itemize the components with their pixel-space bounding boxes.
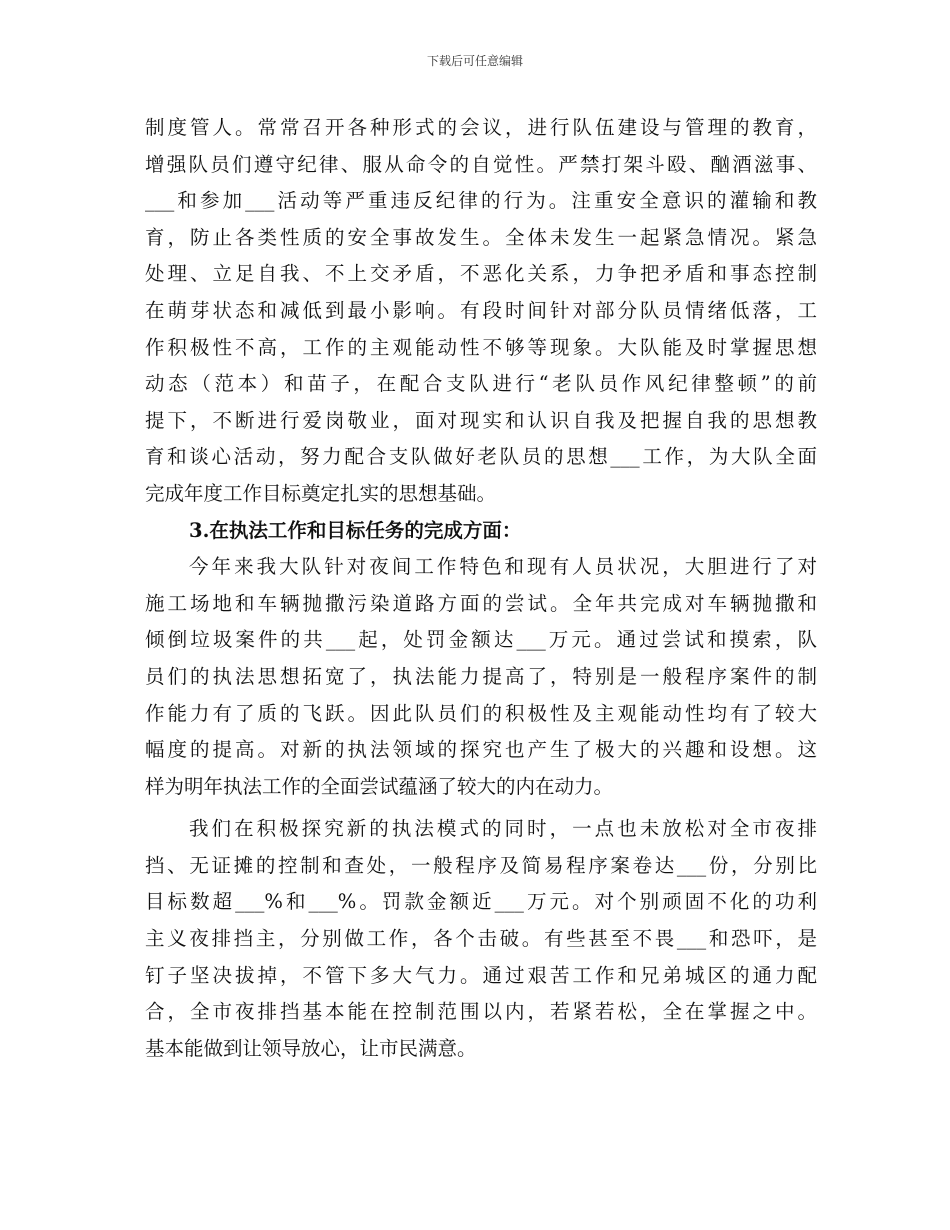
text-line: 增强队员们遵守纪律、服从命令的自觉性。严禁打架斗殴、酗酒滋事、 [145, 152, 817, 176]
paragraph-discipline [145, 110, 817, 513]
text-line: 育，防止各类性质的安全事故发生。全体未发生一起紧急情况。紧急 [145, 225, 817, 249]
section-heading: 3.在执法工作和目标任务的完成方面： [189, 518, 522, 542]
text-line: 动态（范本）和苗子，在配合支队进行“老队员作风纪律整顿”的前 [145, 372, 817, 396]
paragraph-enforcement [145, 549, 817, 805]
page-header: 下载后可任意编辑 [426, 54, 523, 68]
text-line: 施工场地和车辆抛撒污染道路方面的尝试。全年共完成对车辆抛撒和 [145, 591, 817, 615]
paragraph-night-stalls [145, 811, 817, 1067]
text-line: 育和谈心活动，努力配合支队做好老队员的思想___工作，为大队全面 [145, 445, 817, 469]
text-line: 我们在积极探究新的执法模式的同时，一点也未放松对全市夜排 [189, 817, 817, 841]
text-line: 合，全市夜排挡基本能在控制范围以内，若紧若松，全在掌握之中。 [145, 1000, 817, 1024]
text-line: 提下，不断进行爱岗敬业，面对现实和认识自我及把握自我的思想教 [145, 408, 817, 432]
text-line: ___和参加___活动等严重违反纪律的行为。注重安全意识的灌输和教 [145, 189, 817, 213]
text-line: 主义夜排挡主，分别做工作，各个击破。有些甚至不畏___和恐吓，是 [145, 927, 817, 951]
text-line: 处理、立足自我、不上交矛盾，不恶化关系，力争把矛盾和事态控制 [145, 262, 817, 286]
text-line: 钉子坚决拔掉，不管下多大气力。通过艰苦工作和兄弟城区的通力配 [145, 963, 817, 987]
text-line: 幅度的提高。对新的执法领域的探究也产生了极大的兴趣和设想。这 [145, 738, 817, 762]
text-line: 今年来我大队针对夜间工作特色和现有人员状况，大胆进行了对 [189, 555, 817, 579]
text-line: 倾倒垃圾案件的共___起，处罚金额达___万元。通过尝试和摸索，队 [145, 628, 817, 652]
text-line: 挡、无证摊的控制和查处，一般程序及简易程序案卷达___份，分别比 [145, 853, 817, 877]
text-line: 在萌芽状态和减低到最小影响。有段时间针对部分队员情绪低落，工 [145, 298, 817, 322]
text-line: 作能力有了质的飞跃。因此队员们的积极性及主观能动性均有了较大 [145, 701, 817, 725]
text-line: 目标数超___%和___%。罚款金额近___万元。对个别顽固不化的功利 [145, 890, 817, 914]
text-line: 制度管人。常常召开各种形式的会议，进行队伍建设与管理的教育， [145, 116, 817, 139]
text-line: 完成年度工作目标奠定扎实的思想基础。 [145, 481, 497, 505]
text-line: 员们的执法思想拓宽了，执法能力提高了，特别是一般程序案件的制 [145, 664, 817, 688]
text-line: 作积极性不高，工作的主观能动性不够等现象。大队能及时掌握思想 [145, 335, 817, 359]
document-body [145, 110, 817, 1067]
text-line: 基本能做到让领导放心，让市民满意。 [145, 1036, 477, 1060]
text-line: 样为明年执法工作的全面尝试蕴涵了较大的内在动力。 [145, 774, 614, 798]
